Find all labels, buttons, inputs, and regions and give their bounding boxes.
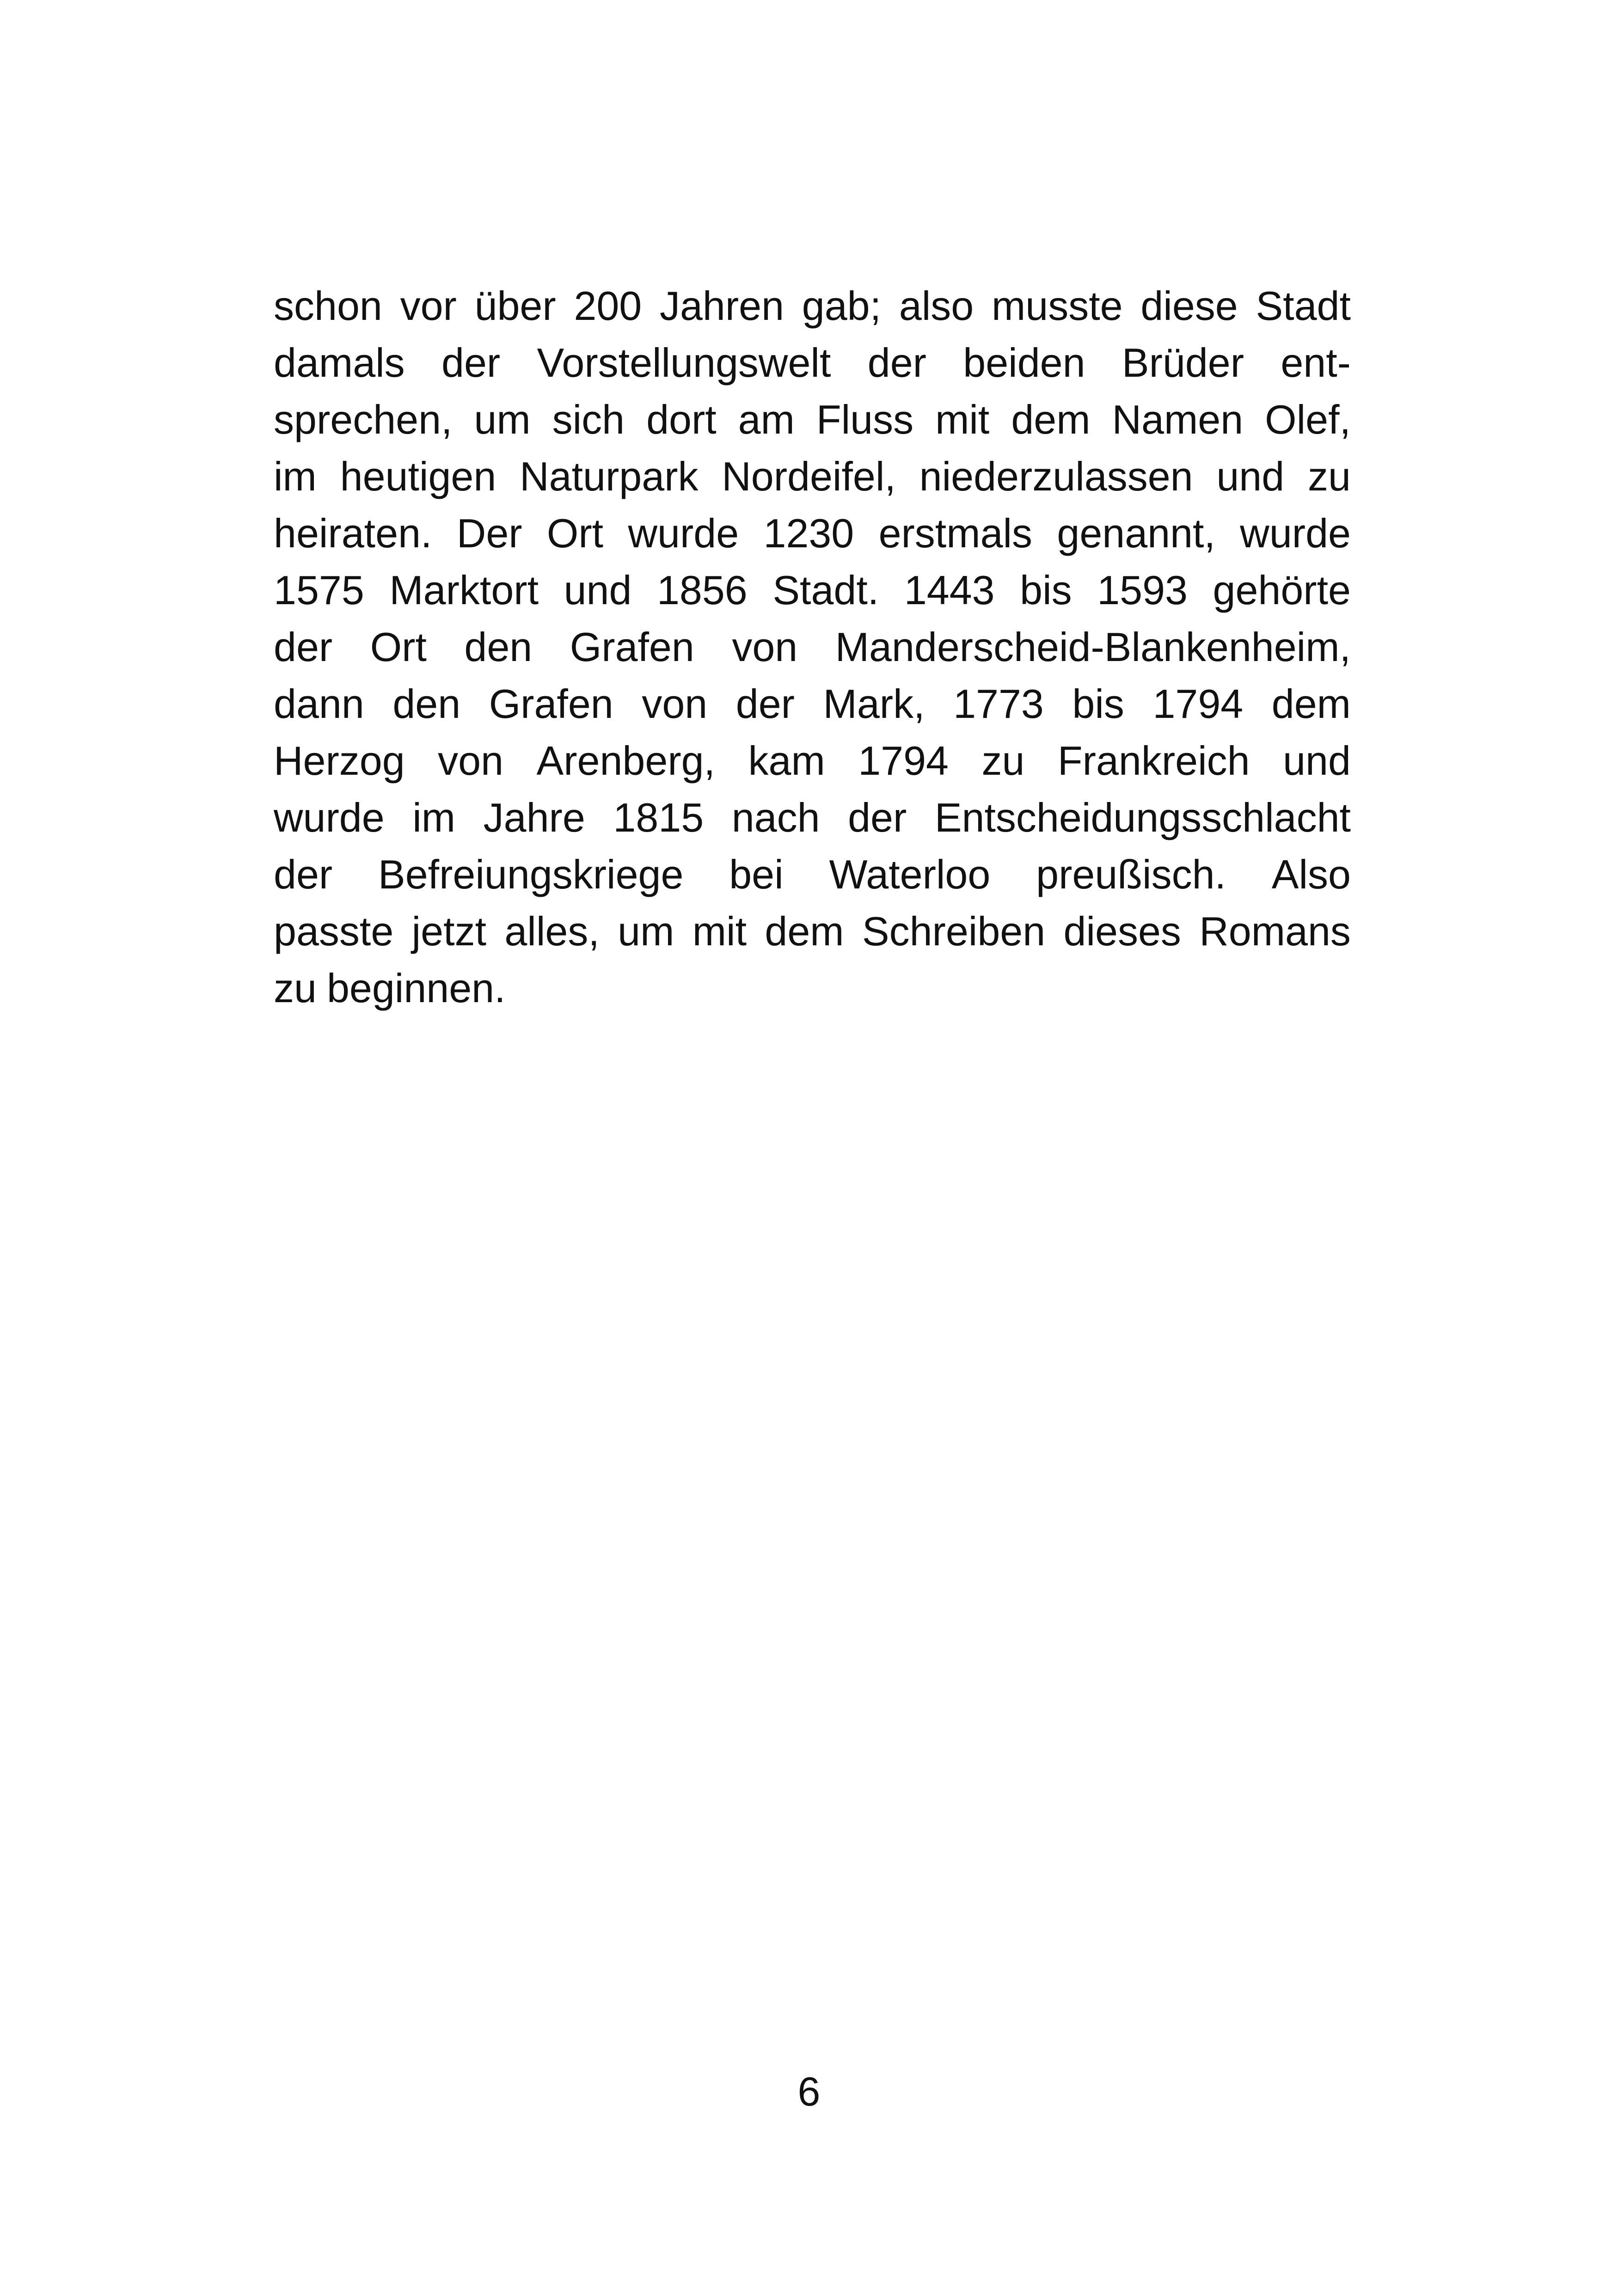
word: Jahren bbox=[659, 283, 784, 329]
word: dem bbox=[1011, 397, 1091, 442]
word: Entscheidungsschlacht bbox=[934, 795, 1351, 840]
word: Der bbox=[456, 510, 522, 556]
page-number: 6 bbox=[797, 2069, 821, 2114]
word: Manderscheid-Blankenheim, bbox=[835, 624, 1351, 670]
text-line bbox=[274, 448, 1351, 505]
word: der bbox=[274, 851, 333, 897]
word: also bbox=[899, 283, 974, 329]
word: jetzt bbox=[411, 908, 487, 954]
word: Vorstellungswelt bbox=[537, 340, 831, 386]
word: niederzulassen bbox=[919, 453, 1193, 499]
word: 1794 bbox=[1152, 681, 1244, 727]
word: beginnen. bbox=[326, 965, 506, 1011]
word: Olef, bbox=[1265, 397, 1351, 442]
word: 200 bbox=[574, 283, 642, 329]
word: vor bbox=[400, 283, 457, 329]
word: heutigen bbox=[340, 453, 496, 499]
word: Nordeifel, bbox=[722, 453, 896, 499]
word: Marktort bbox=[389, 567, 539, 613]
word: am bbox=[738, 397, 795, 442]
word: passte bbox=[274, 908, 394, 954]
word: sich bbox=[552, 397, 625, 442]
word: Naturpark bbox=[520, 453, 699, 499]
word: 1794 bbox=[858, 738, 949, 784]
word: Waterloo bbox=[829, 851, 991, 897]
word: bis bbox=[1020, 567, 1072, 613]
word: dann bbox=[274, 681, 364, 727]
word: über bbox=[474, 283, 556, 329]
word: 1856 bbox=[656, 567, 748, 613]
text-line bbox=[274, 562, 1351, 618]
word: und bbox=[1216, 453, 1285, 499]
word: preußisch. bbox=[1036, 851, 1226, 897]
body-text bbox=[274, 277, 1351, 1016]
word: Stadt bbox=[1256, 283, 1351, 329]
word: genannt, bbox=[1057, 510, 1215, 556]
word: ent- bbox=[1281, 340, 1351, 386]
word: beiden bbox=[963, 340, 1085, 386]
word: Frankreich bbox=[1057, 738, 1250, 784]
word: bis bbox=[1072, 681, 1124, 727]
word: Befreiungskriege bbox=[378, 851, 684, 897]
word: Namen bbox=[1112, 397, 1244, 442]
word: dieses bbox=[1063, 908, 1181, 954]
word: 1230 bbox=[763, 510, 854, 556]
word: schon bbox=[274, 283, 382, 329]
word: 1593 bbox=[1097, 567, 1188, 613]
word: alles, bbox=[504, 908, 600, 954]
word: zu bbox=[1307, 453, 1351, 499]
word: der bbox=[848, 795, 907, 840]
text-line bbox=[274, 903, 1351, 960]
text-line bbox=[274, 618, 1351, 675]
word: von bbox=[642, 681, 708, 727]
word: sprechen, bbox=[274, 397, 453, 442]
word: mit bbox=[692, 908, 747, 954]
word: musste bbox=[991, 283, 1123, 329]
word: Jahre bbox=[483, 795, 585, 840]
text-line bbox=[274, 846, 1351, 903]
word: 1575 bbox=[274, 567, 364, 613]
text-line bbox=[274, 789, 1351, 846]
word: Stadt. bbox=[772, 567, 879, 613]
word: im bbox=[274, 453, 317, 499]
word: dem bbox=[1271, 681, 1351, 727]
word: den bbox=[392, 681, 461, 727]
word: zu bbox=[981, 738, 1025, 784]
word: damals bbox=[274, 340, 405, 386]
word: Ort bbox=[546, 510, 604, 556]
word: kam bbox=[748, 738, 825, 784]
word: wurde bbox=[1240, 510, 1351, 556]
word: Brüder bbox=[1122, 340, 1244, 386]
word: um bbox=[474, 397, 531, 442]
word: und bbox=[564, 567, 632, 613]
word: nach bbox=[731, 795, 820, 840]
word: Also bbox=[1271, 851, 1351, 897]
word: 1773 bbox=[953, 681, 1044, 727]
word: Fluss bbox=[816, 397, 914, 442]
text-line bbox=[274, 675, 1351, 732]
word: um bbox=[618, 908, 674, 954]
word: und bbox=[1283, 738, 1351, 784]
word: von bbox=[438, 738, 504, 784]
word: mit bbox=[935, 397, 990, 442]
word: 1443 bbox=[904, 567, 995, 613]
word: erstmals bbox=[878, 510, 1033, 556]
word: Grafen bbox=[570, 624, 694, 670]
word: dem bbox=[765, 908, 844, 954]
word: den bbox=[464, 624, 533, 670]
word: wurde bbox=[274, 795, 385, 840]
word: dort bbox=[646, 397, 717, 442]
text-line bbox=[274, 334, 1351, 391]
word: gab; bbox=[802, 283, 882, 329]
word: der bbox=[441, 340, 501, 386]
word: Ort bbox=[370, 624, 427, 670]
text-line bbox=[274, 505, 1351, 562]
word: der bbox=[867, 340, 926, 386]
word: Schreiben bbox=[862, 908, 1046, 954]
text-line bbox=[274, 277, 1351, 334]
word: im bbox=[412, 795, 456, 840]
word: Herzog bbox=[274, 738, 405, 784]
word: 1815 bbox=[613, 795, 704, 840]
word: Romans bbox=[1199, 908, 1351, 954]
word: wurde bbox=[628, 510, 739, 556]
word: zu bbox=[274, 965, 317, 1011]
word: gehörte bbox=[1213, 567, 1351, 613]
word: bei bbox=[729, 851, 784, 897]
word: Arenberg, bbox=[536, 738, 716, 784]
word: heiraten. bbox=[274, 510, 432, 556]
word: der bbox=[735, 681, 795, 727]
word: diese bbox=[1140, 283, 1238, 329]
word: von bbox=[732, 624, 798, 670]
word: Grafen bbox=[489, 681, 613, 727]
text-line bbox=[274, 960, 1351, 1016]
word: Mark, bbox=[823, 681, 925, 727]
text-line bbox=[274, 391, 1351, 448]
word: der bbox=[274, 624, 333, 670]
text-line bbox=[274, 732, 1351, 789]
